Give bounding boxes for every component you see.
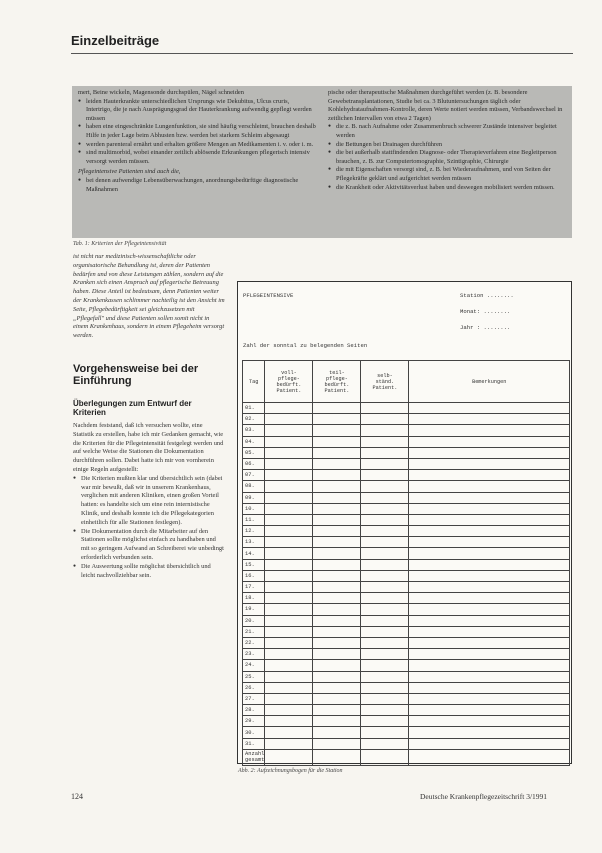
entry-cell[interactable]	[265, 526, 313, 537]
entry-cell[interactable]	[313, 738, 361, 749]
entry-cell[interactable]	[265, 727, 313, 738]
entry-cell[interactable]	[361, 447, 409, 458]
day-cell: 17.	[243, 582, 265, 593]
day-cell: 12.	[243, 526, 265, 537]
form-table	[242, 360, 570, 766]
day-cell: 02.	[243, 414, 265, 425]
section-heading: Vorgehensweise bei der Einführung	[73, 362, 199, 387]
entry-cell[interactable]	[313, 425, 361, 436]
criteria-item: ● leiden Hauterkrankte unterschiedlichen Ursprungs wie Dekubitus, Ulcus cruris, Intertrigo, die je nach Ausprägungsgrad der Hauterkrankung aufwendig gepflegt werden müssen	[78, 98, 316, 124]
entry-cell[interactable]	[313, 582, 361, 593]
criteria-item: ● die mit Eigenschaften versorgt sind, z. B. bei Wiederaufnahmen, und von Seiten der Pflegekräfte geklärt und aufgerichtet werden müssen	[328, 166, 566, 183]
table-row	[243, 436, 570, 447]
entry-cell[interactable]	[361, 671, 409, 682]
day-cell: 09.	[243, 492, 265, 503]
entry-cell[interactable]	[265, 481, 313, 492]
entry-cell[interactable]	[361, 559, 409, 570]
top-rule	[71, 53, 573, 54]
table-row	[243, 716, 570, 727]
entry-cell[interactable]	[361, 503, 409, 514]
entry-cell[interactable]	[265, 705, 313, 716]
entry-cell[interactable]	[409, 436, 570, 447]
table-row	[243, 548, 570, 559]
entry-cell[interactable]	[313, 559, 361, 570]
column-header: Bemerkungen	[409, 361, 570, 403]
criteria-item: pische oder therapeutische Maßnahmen durchgeführt werden (z. B. besondere Gewebetransplantationen, Studie bei ca. 3 Blutuntersuchungen täglich oder Kohlehydrataufnahmen-Kontrolle, deren Werte notiert werden müssen, Verbandswechsel in zeitlichen Intervallen von etwa 2 Tagen)	[328, 89, 563, 122]
meta-value: ........	[483, 308, 511, 315]
table-row	[243, 526, 570, 537]
total-cell[interactable]	[409, 749, 570, 765]
entry-cell[interactable]	[409, 593, 570, 604]
form-meta-month	[460, 308, 510, 315]
total-row	[243, 749, 570, 765]
entry-cell[interactable]	[265, 559, 313, 570]
table-row	[243, 582, 570, 593]
entry-cell[interactable]	[361, 537, 409, 548]
entry-cell[interactable]	[313, 705, 361, 716]
entry-cell[interactable]	[265, 637, 313, 648]
entry-cell[interactable]	[361, 403, 409, 414]
entry-cell[interactable]	[313, 660, 361, 671]
day-cell: 30.	[243, 727, 265, 738]
criteria-item: ● die bei außerhalb stattfindenden Diagnose- oder Therapieverfahren eine Begleitperson brauchen, z. B. zur Computertomographie, Szintigraphie, Chirurgie	[328, 149, 566, 166]
entry-cell[interactable]	[409, 548, 570, 559]
entry-cell[interactable]	[361, 637, 409, 648]
table-row	[243, 626, 570, 637]
criteria-italic-note: Pflegeintensive Patienten sind auch die,	[78, 168, 181, 176]
entry-cell[interactable]	[361, 481, 409, 492]
entry-cell[interactable]	[361, 570, 409, 581]
entry-cell[interactable]	[361, 458, 409, 469]
entry-cell[interactable]	[313, 593, 361, 604]
sub-heading: Überlegungen zum Entwurf der Kriterien	[73, 398, 192, 418]
meta-label: Jahr :	[460, 324, 481, 331]
meta-value: ........	[486, 292, 514, 299]
table-row	[243, 403, 570, 414]
entry-cell[interactable]	[361, 514, 409, 525]
table-row	[243, 738, 570, 749]
entry-cell[interactable]	[361, 693, 409, 704]
total-cell[interactable]	[265, 749, 313, 765]
entry-cell[interactable]	[265, 593, 313, 604]
entry-cell[interactable]	[361, 727, 409, 738]
entry-cell[interactable]	[265, 671, 313, 682]
day-cell: 11.	[243, 514, 265, 525]
entry-cell[interactable]	[409, 425, 570, 436]
table-row	[243, 705, 570, 716]
table-row	[243, 559, 570, 570]
entry-cell[interactable]	[313, 716, 361, 727]
table-row	[243, 570, 570, 581]
table-row	[243, 447, 570, 458]
entry-cell[interactable]	[265, 682, 313, 693]
entry-cell[interactable]	[409, 649, 570, 660]
entry-cell[interactable]	[265, 615, 313, 626]
table-row	[243, 425, 570, 436]
entry-cell[interactable]	[361, 705, 409, 716]
entry-cell[interactable]	[409, 671, 570, 682]
day-cell: 10.	[243, 503, 265, 514]
table-row	[243, 671, 570, 682]
meta-label: Monat:	[460, 308, 481, 315]
entry-cell[interactable]	[313, 649, 361, 660]
entry-cell[interactable]	[409, 615, 570, 626]
entry-cell[interactable]	[313, 481, 361, 492]
entry-cell[interactable]	[409, 503, 570, 514]
form-meta-year	[460, 324, 510, 331]
rules-list	[73, 475, 225, 581]
intro-italic-text: ist nicht nur medizinisch-wissenschaftliche oder organisatorische Behandlung ist, deren der Patienten bedürfen und von diese Leistungen zählen, sondern auf die Kranken sich einen Anspruch auf pflegerische Betreuung haben. Diese Anteil ist bedeutsam, denn Patienten weiter der Krankenkassen schlimmer nachteilig ist den Ansicht im Seite, Pflegebedürftigkeit sei gleichzusetzen mit „Pflegefall" und diese Patienten sollen somit nicht in einem Krankenhaus, sondern in einem Pflegeheim versorgt werden.	[73, 253, 225, 340]
form-caption: Abb. 2: Aufzeichnungsbogen für die Station	[238, 768, 343, 774]
entry-cell[interactable]	[313, 693, 361, 704]
column-header: voll- pflege- bedürft. Patient.	[265, 361, 313, 403]
entry-cell[interactable]	[313, 637, 361, 648]
day-cell: 15.	[243, 559, 265, 570]
entry-cell[interactable]	[361, 649, 409, 660]
entry-cell[interactable]	[313, 503, 361, 514]
total-cell[interactable]	[361, 749, 409, 765]
table-row	[243, 503, 570, 514]
criteria-item: ● werden parenteral ernährt und erhalten größere Mengen an Medikamenten i. v. oder i. m.	[78, 141, 316, 150]
table-row	[243, 649, 570, 660]
entry-cell[interactable]	[265, 436, 313, 447]
entry-cell[interactable]	[265, 660, 313, 671]
entry-cell[interactable]	[361, 436, 409, 447]
day-cell: 25.	[243, 671, 265, 682]
entry-cell[interactable]	[409, 559, 570, 570]
table-row	[243, 615, 570, 626]
criteria-box	[72, 86, 572, 238]
entry-cell[interactable]	[313, 414, 361, 425]
list-item: ● Die Dokumentation durch die Mitarbeiter auf den Stationen sollte möglichst einfach zu handhaben und mit so geringem Aufwand an Schreiberei wie unbedingt erforderlich verbunden sein.	[73, 528, 225, 563]
entry-cell[interactable]	[313, 447, 361, 458]
day-cell: 01.	[243, 403, 265, 414]
table-row	[243, 537, 570, 548]
body-paragraph: Nachdem feststand, daß ich versuchen wollte, eine Statistik zu erstellen, habe ich mir Gedanken gemacht, wie die Kriterien für die Pflegeintensität festgelegt werden und auf welche Weise die Stationen die Dokumentation durchführen sollen. Dabei hatte ich mir von vornherein einige Regeln aufgestellt:	[73, 421, 224, 473]
entry-cell[interactable]	[361, 582, 409, 593]
left-text-column	[73, 253, 225, 580]
day-cell: 05.	[243, 447, 265, 458]
entry-cell[interactable]	[313, 526, 361, 537]
entry-cell[interactable]	[409, 682, 570, 693]
day-cell: 13.	[243, 537, 265, 548]
entry-cell[interactable]	[265, 492, 313, 503]
table-row	[243, 637, 570, 648]
entry-cell[interactable]	[265, 626, 313, 637]
entry-cell[interactable]	[265, 716, 313, 727]
day-cell: 24.	[243, 660, 265, 671]
entry-cell[interactable]	[361, 492, 409, 503]
day-cell: 19.	[243, 604, 265, 615]
entry-cell[interactable]	[409, 537, 570, 548]
day-cell: 14.	[243, 548, 265, 559]
total-cell[interactable]	[313, 749, 361, 765]
criteria-item: ● die Krankheit oder Aktivitätsverlust haben und deswegen mobilisiert werden müssen.	[328, 184, 566, 193]
entry-cell[interactable]	[313, 514, 361, 525]
table-row	[243, 481, 570, 492]
table-row	[243, 458, 570, 469]
form-rows	[243, 403, 570, 766]
entry-cell[interactable]	[361, 425, 409, 436]
entry-cell[interactable]	[409, 660, 570, 671]
entry-cell[interactable]	[265, 447, 313, 458]
entry-cell[interactable]	[313, 470, 361, 481]
table-row	[243, 660, 570, 671]
table-row	[243, 682, 570, 693]
table-row	[243, 693, 570, 704]
entry-cell[interactable]	[265, 514, 313, 525]
entry-cell[interactable]	[361, 470, 409, 481]
entry-cell[interactable]	[409, 481, 570, 492]
entry-cell[interactable]	[409, 492, 570, 503]
entry-cell[interactable]	[409, 447, 570, 458]
entry-cell[interactable]	[361, 738, 409, 749]
entry-cell[interactable]	[409, 526, 570, 537]
entry-cell[interactable]	[313, 727, 361, 738]
criteria-item: ● die z. B. nach Aufnahme oder Zusammenbruch schwerer Zustände intensiver begleitet werden	[328, 123, 566, 140]
entry-cell[interactable]	[265, 604, 313, 615]
form-subtitle: Zahl der sonntal zu belegenden Seiten	[243, 342, 368, 349]
entry-cell[interactable]	[313, 671, 361, 682]
entry-cell[interactable]	[361, 615, 409, 626]
entry-cell[interactable]	[313, 615, 361, 626]
journal-name: Deutsche Krankenpflegezeitschrift 3/1991	[420, 792, 548, 801]
table-row	[243, 727, 570, 738]
day-cell: 03.	[243, 425, 265, 436]
criteria-item: ● sind multimorbid, wobei einander zeitlich ablösende Erkrankungen pflegerisch intensiv versorgt werden müssen.	[78, 149, 316, 166]
day-cell: 27.	[243, 693, 265, 704]
meta-label: Station	[460, 292, 484, 299]
total-label: Anzahl gesamt	[243, 749, 265, 765]
form-meta-station	[460, 292, 514, 299]
entry-cell[interactable]	[361, 626, 409, 637]
entry-cell[interactable]	[265, 503, 313, 514]
entry-cell[interactable]	[265, 537, 313, 548]
entry-cell[interactable]	[409, 727, 570, 738]
table-row	[243, 470, 570, 481]
entry-cell[interactable]	[265, 403, 313, 414]
entry-cell[interactable]	[313, 537, 361, 548]
list-item: ● Die Kriterien mußten klar und übersichtlich sein (dabei war mir bewußt, daß wir in unserem Krankenhaus, verglichen mit anderen Kliniken, einen großen Vorteil hatten: es handelte sich um eine rein internistische Klinik, und deshalb konnte ich die Pflegekategorien einheitlich für alle Stationen festlegen).	[73, 475, 225, 528]
column-header: Tag	[243, 361, 265, 403]
table-row	[243, 604, 570, 615]
day-cell: 18.	[243, 593, 265, 604]
entry-cell[interactable]	[313, 626, 361, 637]
entry-cell[interactable]	[409, 414, 570, 425]
entry-cell[interactable]	[361, 660, 409, 671]
entry-cell[interactable]	[409, 705, 570, 716]
entry-cell[interactable]	[409, 626, 570, 637]
entry-cell[interactable]	[409, 716, 570, 727]
entry-cell[interactable]	[313, 436, 361, 447]
day-cell: 07.	[243, 470, 265, 481]
column-header: teil- pflege- bedürft. Patient.	[313, 361, 361, 403]
box-caption: Tab. 1: Kriterien der Pflegeintensivität	[73, 241, 167, 247]
entry-cell[interactable]	[409, 582, 570, 593]
entry-cell[interactable]	[409, 738, 570, 749]
entry-cell[interactable]	[361, 593, 409, 604]
entry-cell[interactable]	[313, 492, 361, 503]
criteria-right-column	[328, 89, 566, 192]
entry-cell[interactable]	[409, 637, 570, 648]
entry-cell[interactable]	[265, 414, 313, 425]
day-cell: 28.	[243, 705, 265, 716]
section-label: Einzelbeiträge	[71, 33, 160, 48]
entry-cell[interactable]	[409, 470, 570, 481]
entry-cell[interactable]	[313, 403, 361, 414]
day-cell: 23.	[243, 649, 265, 660]
entry-cell[interactable]	[361, 526, 409, 537]
entry-cell[interactable]	[265, 425, 313, 436]
form-title: PFLEGEINTENSIVE	[243, 292, 294, 299]
entry-cell[interactable]	[265, 738, 313, 749]
day-cell: 26.	[243, 682, 265, 693]
table-row	[243, 514, 570, 525]
criteria-item: ● die Bettungen bei Drainagen durchführen	[328, 141, 566, 150]
entry-cell[interactable]	[265, 649, 313, 660]
recording-form	[237, 281, 572, 764]
day-cell: 08.	[243, 481, 265, 492]
entry-cell[interactable]	[409, 514, 570, 525]
entry-cell[interactable]	[361, 716, 409, 727]
entry-cell[interactable]	[409, 458, 570, 469]
table-row	[243, 593, 570, 604]
entry-cell[interactable]	[409, 604, 570, 615]
entry-cell[interactable]	[361, 414, 409, 425]
column-header: selb- ständ. Patient.	[361, 361, 409, 403]
day-cell: 06.	[243, 458, 265, 469]
entry-cell[interactable]	[361, 682, 409, 693]
day-cell: 04.	[243, 436, 265, 447]
entry-cell[interactable]	[313, 570, 361, 581]
entry-cell[interactable]	[265, 693, 313, 704]
table-row	[243, 414, 570, 425]
entry-cell[interactable]	[313, 604, 361, 615]
page-number: 124	[71, 792, 83, 801]
criteria-item: mert, Beine wickeln, Magensonde durchspülen, Nägel schneiden	[78, 89, 244, 96]
day-cell: 31.	[243, 738, 265, 749]
entry-cell[interactable]	[265, 570, 313, 581]
entry-cell[interactable]	[361, 604, 409, 615]
entry-cell[interactable]	[361, 548, 409, 559]
entry-cell[interactable]	[265, 548, 313, 559]
day-cell: 22.	[243, 637, 265, 648]
entry-cell[interactable]	[313, 548, 361, 559]
day-cell: 20.	[243, 615, 265, 626]
day-cell: 21.	[243, 626, 265, 637]
entry-cell[interactable]	[409, 570, 570, 581]
day-cell: 29.	[243, 716, 265, 727]
criteria-left-column	[78, 89, 316, 194]
entry-cell[interactable]	[265, 582, 313, 593]
day-cell: 16.	[243, 570, 265, 581]
meta-value: ........	[483, 324, 511, 331]
criteria-item: ● haben eine eingeschränkte Lungenfunktion, sie sind häufig verschleimt, brauchen deshalb Hilfe in jeder Lage beim Abhusten bzw. werden bei starkem Schleim abgesaugt	[78, 123, 316, 140]
entry-cell[interactable]	[265, 470, 313, 481]
entry-cell[interactable]	[409, 403, 570, 414]
entry-cell[interactable]	[409, 693, 570, 704]
criteria-item: ● bei denen aufwendige Lebensüberwachungen, anordnungsbedürftige diagnostische Maßnahmen	[78, 177, 316, 194]
table-row	[243, 492, 570, 503]
entry-cell[interactable]	[265, 458, 313, 469]
list-item: ● Die Auswertung sollte möglichst übersichtlich und leicht nachvollziehbar sein.	[73, 563, 225, 581]
entry-cell[interactable]	[313, 682, 361, 693]
entry-cell[interactable]	[313, 458, 361, 469]
